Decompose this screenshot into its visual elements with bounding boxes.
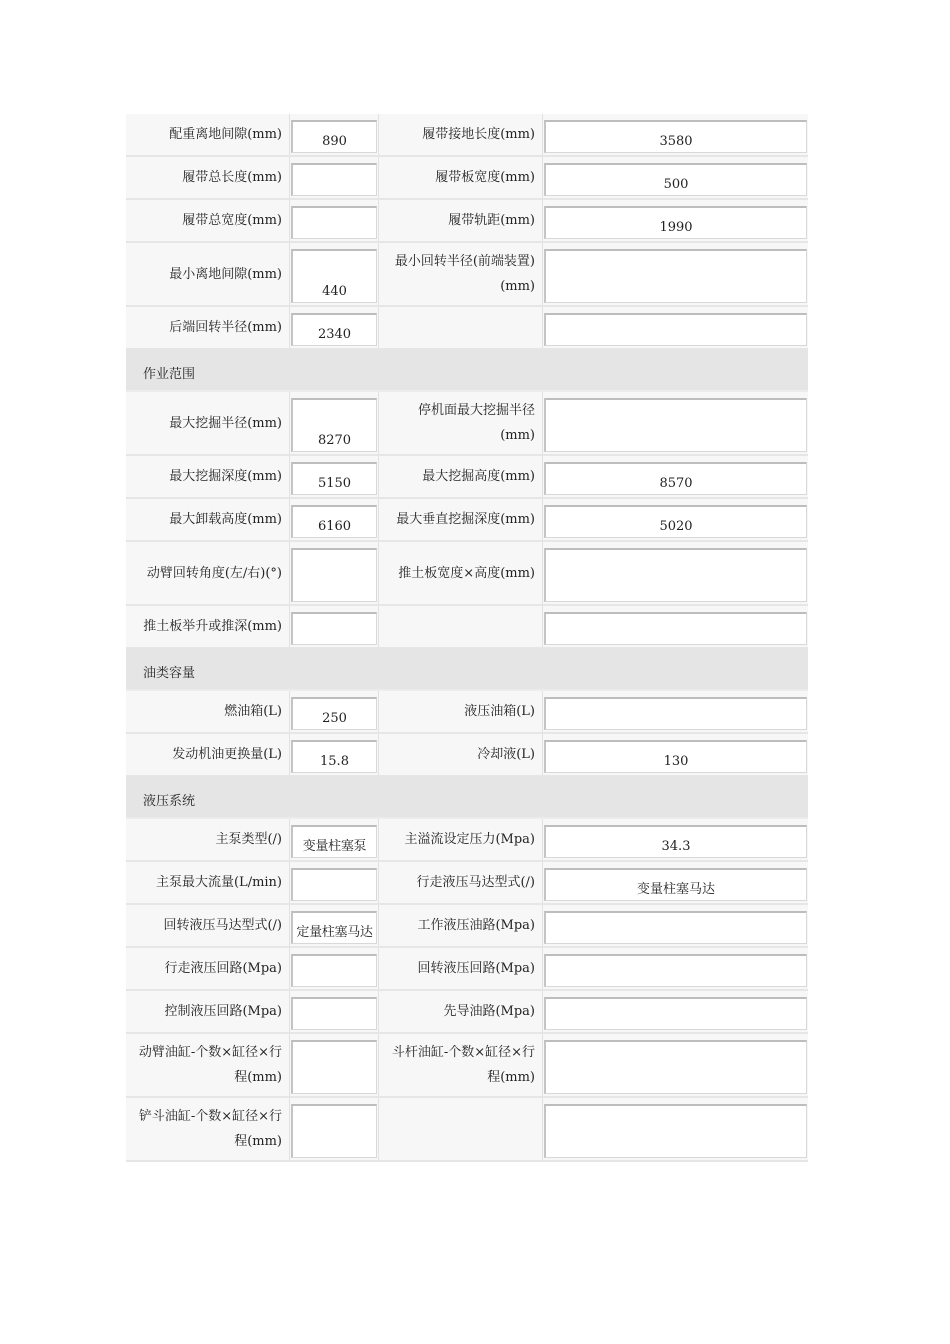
spec-label: 停机面最大挖掘半径(mm) [379, 392, 543, 454]
spec-value [544, 548, 807, 602]
spec-value-cell [543, 819, 808, 860]
table-row [126, 542, 808, 606]
spec-value-cell [290, 991, 379, 1032]
spec-value: 2340 [291, 313, 377, 346]
spec-value: 定量柱塞马达 [291, 911, 377, 944]
spec-value-cell [543, 114, 808, 155]
spec-value-cell [543, 862, 808, 903]
spec-value: 890 [291, 120, 377, 153]
spec-value [544, 997, 807, 1030]
spec-label: 推土板举升或推深(mm) [126, 606, 290, 647]
spec-value-cell [543, 905, 808, 946]
spec-label: 铲斗油缸-个数×缸径×行程(mm) [126, 1098, 290, 1160]
spec-value-cell [290, 200, 379, 241]
spec-value: 130 [544, 740, 807, 773]
spec-value: 500 [544, 163, 807, 196]
spec-value [544, 697, 807, 730]
table-row [126, 734, 808, 777]
spec-value-cell [290, 691, 379, 732]
table-row [126, 307, 808, 350]
spec-value [544, 1104, 807, 1158]
spec-label: 履带总长度(mm) [126, 157, 290, 198]
spec-value-cell [543, 499, 808, 540]
spec-value [544, 1040, 807, 1094]
spec-value-cell [290, 1098, 379, 1160]
table-row [126, 905, 808, 948]
spec-value: 8570 [544, 462, 807, 495]
spec-value [291, 548, 377, 602]
table-row [126, 991, 808, 1034]
spec-value-cell [543, 948, 808, 989]
spec-value-cell [290, 157, 379, 198]
spec-value-cell [543, 691, 808, 732]
table-row [126, 862, 808, 905]
spec-label: 履带总宽度(mm) [126, 200, 290, 241]
spec-value-cell [290, 819, 379, 860]
spec-value: 440 [291, 249, 377, 303]
spec-label: 最小回转半径(前端装置)(mm) [379, 243, 543, 305]
spec-value [291, 1104, 377, 1158]
spec-label: 冷却液(L) [379, 734, 543, 775]
spec-label: 履带板宽度(mm) [379, 157, 543, 198]
spec-label [379, 606, 543, 647]
spec-value-cell [543, 157, 808, 198]
spec-label [379, 1098, 543, 1160]
spec-value: 6160 [291, 505, 377, 538]
spec-value [291, 163, 377, 196]
spec-value-cell [290, 114, 379, 155]
spec-label: 最大挖掘半径(mm) [126, 392, 290, 454]
spec-label: 行走液压回路(Mpa) [126, 948, 290, 989]
spec-table [126, 114, 808, 1162]
spec-value: 变量柱塞泵 [291, 825, 377, 858]
spec-label: 工作液压油路(Mpa) [379, 905, 543, 946]
spec-value-cell [290, 948, 379, 989]
spec-value [544, 313, 807, 346]
spec-value-cell [543, 542, 808, 604]
table-row [126, 819, 808, 862]
section-title: 油类容量 [143, 666, 196, 681]
spec-label: 最小离地间隙(mm) [126, 243, 290, 305]
spec-value [544, 954, 807, 987]
spec-label: 最大挖掘深度(mm) [126, 456, 290, 497]
spec-label: 先导油路(Mpa) [379, 991, 543, 1032]
table-row [126, 157, 808, 200]
table-row [126, 606, 808, 649]
table-row [126, 392, 808, 456]
spec-value [544, 249, 807, 303]
table-row [126, 1034, 808, 1098]
spec-label: 后端回转半径(mm) [126, 307, 290, 348]
table-row [126, 948, 808, 991]
spec-value [291, 612, 377, 645]
spec-value: 250 [291, 697, 377, 730]
spec-value-cell [290, 307, 379, 348]
spec-value-cell [543, 200, 808, 241]
spec-value: 5020 [544, 505, 807, 538]
spec-value-cell [543, 734, 808, 775]
spec-value: 变量柱塞马达 [544, 868, 807, 901]
spec-label: 主溢流设定压力(Mpa) [379, 819, 543, 860]
spec-value-cell [543, 392, 808, 454]
spec-value: 1990 [544, 206, 807, 239]
section-header-oil-capacity [126, 649, 808, 691]
spec-label: 最大垂直挖掘深度(mm) [379, 499, 543, 540]
table-row [126, 114, 808, 157]
section-title: 作业范围 [143, 367, 196, 382]
spec-value-cell [543, 606, 808, 647]
spec-label: 回转液压回路(Mpa) [379, 948, 543, 989]
spec-value: 3580 [544, 120, 807, 153]
spec-label: 履带接地长度(mm) [379, 114, 543, 155]
spec-value-cell [290, 392, 379, 454]
spec-label: 履带轨距(mm) [379, 200, 543, 241]
table-row [126, 499, 808, 542]
spec-label: 最大挖掘高度(mm) [379, 456, 543, 497]
spec-value-cell [290, 1034, 379, 1096]
spec-label: 控制液压回路(Mpa) [126, 991, 290, 1032]
table-row [126, 243, 808, 307]
spec-value [291, 1040, 377, 1094]
spec-value-cell [543, 307, 808, 348]
spec-label: 推土板宽度×高度(mm) [379, 542, 543, 604]
spec-value [291, 997, 377, 1030]
table-row [126, 691, 808, 734]
spec-label: 回转液压马达型式(/) [126, 905, 290, 946]
spec-value-cell [543, 1098, 808, 1160]
spec-value-cell [543, 243, 808, 305]
spec-value [291, 954, 377, 987]
spec-label: 液压油箱(L) [379, 691, 543, 732]
spec-value [544, 398, 807, 452]
spec-value-cell [543, 456, 808, 497]
spec-value-cell [290, 862, 379, 903]
spec-label: 发动机油更换量(L) [126, 734, 290, 775]
spec-label: 主泵类型(/) [126, 819, 290, 860]
spec-value-cell [290, 499, 379, 540]
section-title: 液压系统 [143, 794, 196, 809]
spec-value-cell [290, 905, 379, 946]
table-row [126, 456, 808, 499]
section-header-work-range [126, 350, 808, 392]
spec-value-cell [290, 606, 379, 647]
section-header-hydraulic-system [126, 777, 808, 819]
spec-value-cell [290, 456, 379, 497]
spec-label: 斗杆油缸-个数×缸径×行程(mm) [379, 1034, 543, 1096]
spec-label: 燃油箱(L) [126, 691, 290, 732]
spec-value-cell [290, 542, 379, 604]
spec-value: 8270 [291, 398, 377, 452]
spec-label: 最大卸载高度(mm) [126, 499, 290, 540]
spec-value-cell [543, 1034, 808, 1096]
spec-label: 动臂回转角度(左/右)(°) [126, 542, 290, 604]
spec-value: 5150 [291, 462, 377, 495]
spec-value [291, 868, 377, 901]
spec-value-cell [290, 243, 379, 305]
spec-value [544, 911, 807, 944]
table-row [126, 1098, 808, 1162]
table-row [126, 200, 808, 243]
spec-value-cell [290, 734, 379, 775]
spec-label: 行走液压马达型式(/) [379, 862, 543, 903]
spec-value [291, 206, 377, 239]
spec-label: 动臂油缸-个数×缸径×行程(mm) [126, 1034, 290, 1096]
spec-label [379, 307, 543, 348]
spec-value: 15.8 [291, 740, 377, 773]
spec-value-cell [543, 991, 808, 1032]
spec-label: 配重离地间隙(mm) [126, 114, 290, 155]
spec-value [544, 612, 807, 645]
spec-label: 主泵最大流量(L/min) [126, 862, 290, 903]
spec-value: 34.3 [544, 825, 807, 858]
